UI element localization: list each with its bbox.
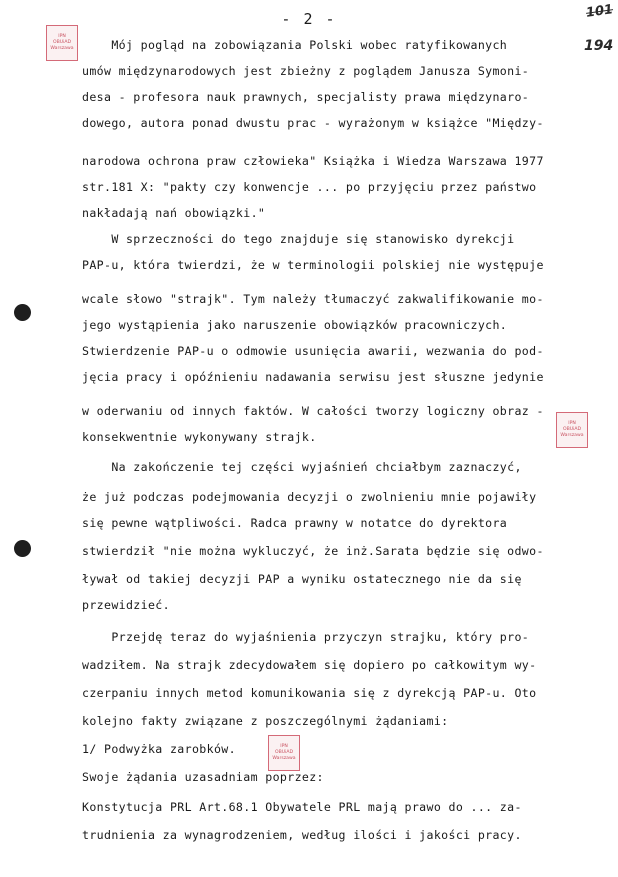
stamp-line: IPN bbox=[58, 34, 66, 39]
stamp-line: OBUiAD bbox=[274, 750, 294, 755]
body-line: str.181 X: "pakty czy konwencje ... po przyjęciu przez państwo bbox=[82, 180, 537, 194]
body-line: nakładają nań obowiązki." bbox=[82, 206, 266, 220]
punch-hole-icon bbox=[14, 304, 31, 321]
body-line: w oderwaniu od innych faktów. W całości tworzy logiczny obraz - bbox=[82, 404, 544, 418]
archive-stamp bbox=[268, 735, 300, 771]
body-line: W sprzeczności do tego znajduje się stanowisko dyrekcji bbox=[82, 232, 515, 246]
page-number: - 2 - bbox=[281, 10, 337, 28]
stamp-line: Warszawa bbox=[50, 46, 74, 51]
handwritten-folio-new: 194 bbox=[584, 38, 614, 54]
body-line: stwierdził "nie można wykluczyć, że inż.Sarata będzie się odwo- bbox=[82, 544, 544, 558]
body-line: Przejdę teraz do wyjaśnienia przyczyn strajku, który pro- bbox=[82, 630, 530, 644]
body-line: czerpaniu innych metod komunikowania się z dyrekcją PAP-u. Oto bbox=[82, 686, 537, 700]
body-line: wadziłem. Na strajk zdecydowałem się dopiero po całkowitym wy- bbox=[82, 658, 537, 672]
body-line: wcale słowo "strajk". Tym należy tłumaczyć zakwalifikowanie mo- bbox=[82, 292, 544, 306]
body-line: że już podczas podejmowania decyzji o zwolnieniu mnie pojawiły bbox=[82, 490, 537, 504]
stamp-line: Warszawa bbox=[272, 756, 296, 761]
body-line: PAP-u, która twierdzi, że w terminologii polskiej nie występuje bbox=[82, 258, 544, 272]
body-line: się pewne wątpliwości. Radca prawny w notatce do dyrektora bbox=[82, 516, 508, 530]
body-line: Mój pogląd na zobowiązania Polski wobec ratyfikowanych bbox=[82, 38, 508, 52]
body-line: Swoje żądania uzasadniam poprzez: bbox=[82, 770, 324, 784]
body-line: Konstytucja PRL Art.68.1 Obywatele PRL mają prawo do ... za- bbox=[82, 800, 522, 814]
body-line: Stwierdzenie PAP-u o odmowie usunięcia awarii, wezwania do pod- bbox=[82, 344, 544, 358]
body-line: dowego, autora ponad dwustu prac - wyrażonym w książce "Między- bbox=[82, 116, 544, 130]
stamp-line: Warszawa bbox=[560, 433, 584, 438]
body-line: umów międzynarodowych jest zbieżny z poglądem Janusza Symoni- bbox=[82, 64, 530, 78]
body-line: przewidzieć. bbox=[82, 598, 170, 612]
body-line: konsekwentnie wykonywany strajk. bbox=[82, 430, 317, 444]
handwritten-folio-old: 101 bbox=[585, 2, 615, 21]
body-line: narodowa ochrona praw człowieka" Książka i Wiedza Warszawa 1977 bbox=[82, 154, 544, 168]
body-line: ływał od takiej decyzji PAP a wyniku ostatecznego nie da się bbox=[82, 572, 522, 586]
stamp-line: IPN bbox=[568, 421, 576, 426]
archive-stamp bbox=[556, 412, 588, 448]
archive-stamp bbox=[46, 25, 78, 61]
body-line: desa - profesora nauk prawnych, specjalisty prawa międzynaro- bbox=[82, 90, 530, 104]
body-line: kolejno fakty związane z poszczególnymi żądaniami: bbox=[82, 714, 449, 728]
punch-hole-icon bbox=[14, 540, 31, 557]
body-line: Na zakończenie tej części wyjaśnień chciałbym zaznaczyć, bbox=[82, 460, 522, 474]
body-line: jego wystąpienia jako naruszenie obowiązków pracowniczych. bbox=[82, 318, 508, 332]
body-line: trudnienia za wynagrodzeniem, według ilości i jakości pracy. bbox=[82, 828, 522, 842]
body-line: jęcia pracy i opóźnieniu nadawania serwisu jest słuszne jedynie bbox=[82, 370, 544, 384]
stamp-line: IPN bbox=[280, 744, 288, 749]
stamp-line: OBUiAD bbox=[52, 40, 72, 45]
body-line: 1/ Podwyżka zarobków. bbox=[82, 742, 236, 756]
stamp-line: OBUiAD bbox=[562, 427, 582, 432]
